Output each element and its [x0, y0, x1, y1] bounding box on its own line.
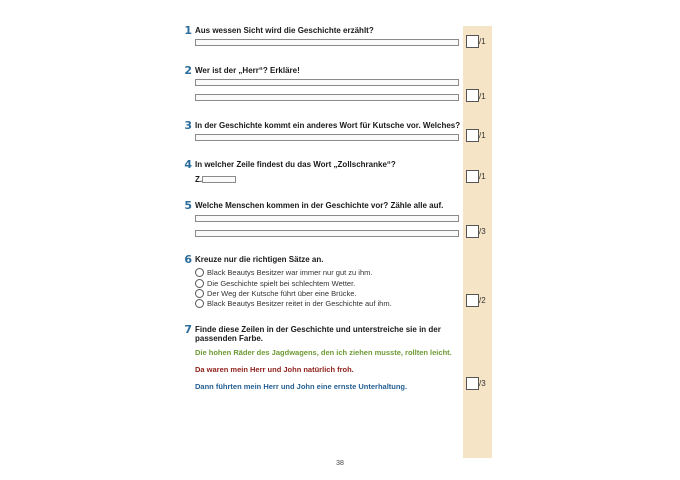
red-sentence: Da waren mein Herr und John natürlich froh.	[195, 365, 354, 374]
option-4-label: Black Beautys Besitzer reitet in der Geschichte auf ihm.	[207, 298, 392, 308]
option-2[interactable]	[195, 278, 355, 288]
score-box-1[interactable]	[466, 35, 479, 48]
question-number-4: 4	[184, 158, 192, 171]
score-7: /3	[479, 379, 486, 388]
score-6: /2	[479, 296, 486, 305]
score-box-7[interactable]	[466, 377, 479, 390]
score-1: /1	[479, 37, 486, 46]
answer-line-5b[interactable]	[195, 230, 459, 237]
question-6-text: Kreuze nur die richtigen Sätze an.	[195, 255, 324, 264]
score-5: /3	[479, 227, 486, 236]
score-box-5[interactable]	[466, 225, 479, 238]
blue-sentence: Dann führten mein Herr und John eine ernste Unterhaltung.	[195, 382, 408, 391]
radio-circle-icon[interactable]	[195, 299, 204, 308]
answer-line-3[interactable]	[195, 134, 459, 141]
option-3-label: Der Weg der Kutsche führt über eine Brücke.	[207, 288, 357, 298]
line-prefix-label: Z.	[195, 175, 203, 184]
question-number-6: 6	[184, 253, 192, 266]
question-number-5: 5	[184, 199, 192, 212]
radio-circle-icon[interactable]	[195, 289, 204, 298]
score-2: /1	[479, 92, 486, 101]
question-number-2: 2	[184, 64, 192, 77]
question-3-text: In der Geschichte kommt ein anderes Wort für Kutsche vor. Welches?	[195, 121, 461, 130]
option-1-label: Black Beautys Besitzer war immer nur gut zu ihm.	[207, 267, 373, 277]
question-7-text-line2: passenden Farbe.	[195, 334, 264, 343]
line-number-input[interactable]	[202, 176, 236, 183]
question-1-text: Aus wessen Sicht wird die Geschichte erzählt?	[195, 26, 374, 35]
answer-line-2b[interactable]	[195, 94, 459, 101]
option-2-label: Die Geschichte spielt bei schlechtem Wetter.	[207, 278, 356, 288]
page-number: 38	[336, 460, 344, 467]
option-3[interactable]	[195, 288, 357, 298]
radio-circle-icon[interactable]	[195, 268, 204, 277]
green-sentence: Die hohen Räder des Jagdwagens, den ich ziehen musste, rollten leicht.	[195, 348, 452, 357]
score-box-2[interactable]	[466, 89, 479, 102]
score-box-6[interactable]	[466, 294, 479, 307]
question-number-1: 1	[184, 24, 192, 37]
radio-circle-icon[interactable]	[195, 279, 204, 288]
question-5-text: Welche Menschen kommen in der Geschichte vor? Zähle alle auf.	[195, 201, 444, 210]
answer-line-5a[interactable]	[195, 215, 459, 222]
score-3: /1	[479, 131, 486, 140]
option-4[interactable]	[195, 298, 392, 308]
question-7-text-line1: Finde diese Zeilen in der Geschichte und unterstreiche sie in der	[195, 325, 441, 334]
answer-line-2a[interactable]	[195, 79, 459, 86]
question-2-text: Wer ist der „Herr“? Erkläre!	[195, 66, 300, 75]
option-1[interactable]	[195, 267, 372, 277]
score-box-4[interactable]	[466, 170, 479, 183]
score-4: /1	[479, 172, 486, 181]
answer-line-1[interactable]	[195, 39, 459, 46]
score-box-3[interactable]	[466, 129, 479, 142]
question-number-3: 3	[184, 119, 192, 132]
question-number-7: 7	[184, 323, 192, 336]
question-4-text: In welcher Zeile findest du das Wort „Zollschranke“?	[195, 160, 396, 169]
